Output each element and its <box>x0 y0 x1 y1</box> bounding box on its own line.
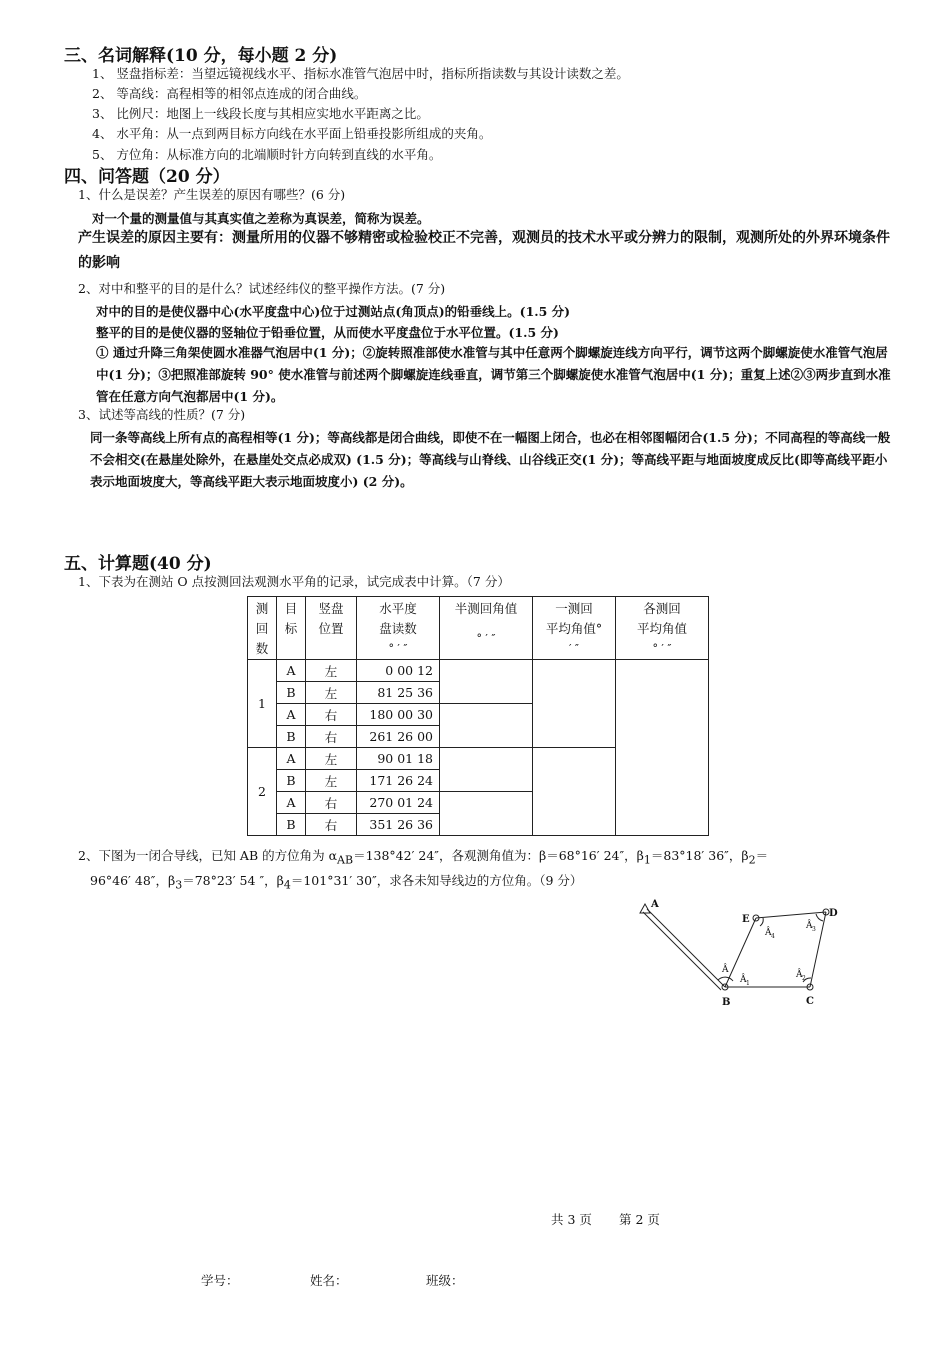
header-face <box>306 597 357 660</box>
page-number: 第 2 页 <box>619 1212 660 1227</box>
term-item-2: 2、 等高线：高程相等的相邻点连成的闭合曲线。 <box>92 86 367 101</box>
header-all-units: ° ′ ″ <box>652 642 672 655</box>
header-round-line: 回 <box>255 621 269 636</box>
header-all-line: 平均角值 <box>636 621 687 636</box>
all-rounds-cell[interactable] <box>616 660 709 836</box>
header-target-line: 目 <box>284 601 298 616</box>
half-round-cell[interactable] <box>440 660 533 704</box>
section-4-title: 四、问答题（20 分） <box>64 167 230 187</box>
section-5-title: 五、计算题(40 分) <box>64 554 212 574</box>
header-one-units: ′ ″ <box>568 642 580 655</box>
reading-cell: 90 01 18 <box>357 748 440 770</box>
q2-subscript: 2 <box>748 853 756 867</box>
face-cell: 左 <box>306 682 357 704</box>
reading-cell: 180 00 30 <box>357 704 440 726</box>
reading-cell: 0 00 12 <box>357 660 440 682</box>
half-round-cell[interactable] <box>440 792 533 836</box>
term-item-5: 5、 方位角：从标准方向的北端顺时针方向转到直线的水平角。 <box>92 147 442 162</box>
table-header-row <box>248 597 709 660</box>
angle-sub-1: 1 <box>746 980 750 987</box>
round-label: 2 <box>248 748 277 836</box>
face-cell: 左 <box>306 660 357 682</box>
header-round-line: 测 <box>255 601 269 616</box>
point-a-marker <box>640 904 650 913</box>
face-cell: 右 <box>306 792 357 814</box>
header-reading <box>357 597 440 660</box>
question-5-2-line-1 <box>78 846 768 867</box>
angle-sub-4: 4 <box>771 933 775 940</box>
header-reading-line: 水平度 <box>379 601 417 616</box>
student-name-label: 姓名： <box>310 1273 348 1288</box>
question-5-2-line-2 <box>90 871 582 892</box>
header-all-rounds <box>616 597 709 660</box>
question-4-2: 2、对中和整平的目的是什么？试述经纬仪的整平操作方法。(7 分) <box>78 281 446 296</box>
header-one-round <box>533 597 616 660</box>
traverse-line-ab <box>647 909 725 987</box>
header-face-line: 位置 <box>318 621 344 636</box>
section-3-title: 三、名词解释(10 分，每小题 2 分) <box>64 46 338 66</box>
q2-subscript: 3 <box>175 878 183 892</box>
answer-4-1-definition: 对一个量的测量值与其真实值之差称为真误差，简称为误差。 <box>92 211 430 226</box>
label-point-d: D <box>829 908 838 919</box>
face-cell: 右 <box>306 814 357 836</box>
angle-label-beta-3: Â <box>806 921 813 931</box>
header-reading-units: ° ′ ″ <box>388 642 408 655</box>
one-round-cell[interactable] <box>533 748 616 836</box>
answer-4-1-causes: 产生误差的原因主要有：测量所用的仪器不够精密或检验校正不完善，观测员的技术水平或分辨力的限制，观测所处的外界环境条件的影响 <box>78 230 890 271</box>
target-cell: A <box>277 792 306 814</box>
angle-sub-3: 3 <box>812 926 816 933</box>
half-round-cell[interactable] <box>440 748 533 792</box>
answer-4-3: 同一条等高线上所有点的高程相等(1 分)；等高线都是闭合曲线，即使不在一幅图上闭合，也必在相邻图幅闭合(1.5 分)；不同高程的等高线一般不会相交(在悬崖处除外，在悬崖处交点必成双) (1.5 分)；等高线与山脊线、山谷线正交(1 分)；等高线平距与地面坡度成反比(即等高线平距小表示地面坡度大，等高线平距大表示地面坡度小) (2 分)。 <box>90 430 891 489</box>
term-item-3: 3、 比例尺：地图上一线段长度与其相应实地水平距离之比。 <box>92 106 429 121</box>
target-cell: B <box>277 726 306 748</box>
angle-label-beta-4: Â <box>765 928 772 938</box>
face-cell: 右 <box>306 726 357 748</box>
student-id-label: 学号： <box>201 1273 239 1288</box>
reading-cell: 270 01 24 <box>357 792 440 814</box>
header-all-line: 各测回 <box>643 601 681 616</box>
traverse-line-de <box>756 912 826 918</box>
target-cell: A <box>277 660 306 682</box>
angle-arc-e <box>760 918 763 926</box>
header-round <box>248 597 277 660</box>
header-target-line: 标 <box>284 621 298 636</box>
round-label: 1 <box>248 660 277 748</box>
label-point-e: E <box>742 914 750 925</box>
angle-arc-b <box>718 977 733 981</box>
header-one-line: 平均角值° <box>545 621 603 636</box>
q2-text: ＝83°18′ 36″，β <box>650 848 749 863</box>
target-cell: B <box>277 770 306 792</box>
label-point-c: C <box>806 996 814 1007</box>
face-cell: 左 <box>306 770 357 792</box>
q2-text: ＝78°23′ 54 ″，β <box>182 873 284 888</box>
angle-label-beta-2: Â <box>796 970 803 980</box>
header-round-line: 数 <box>255 641 269 656</box>
reading-cell: 171 26 24 <box>357 770 440 792</box>
traverse-line-ab-double <box>643 912 721 990</box>
header-half-round <box>440 597 533 660</box>
table-row <box>248 660 709 682</box>
reading-cell: 261 26 00 <box>357 726 440 748</box>
observation-table <box>247 596 709 836</box>
face-cell: 左 <box>306 748 357 770</box>
angle-label-beta-1: Â <box>740 975 747 985</box>
class-label: 班级： <box>426 1273 464 1288</box>
question-4-3: 3、试述等高线的性质？(7 分) <box>78 407 246 422</box>
angle-sub-2: 2 <box>802 975 806 982</box>
target-cell: B <box>277 682 306 704</box>
angle-arc-d <box>816 914 823 921</box>
target-cell: A <box>277 704 306 726</box>
label-point-a: A <box>651 899 659 910</box>
q2-text: 96°46′ 48″，β <box>90 873 176 888</box>
header-face-line: 竖盘 <box>318 601 344 616</box>
target-cell: A <box>277 748 306 770</box>
target-cell: B <box>277 814 306 836</box>
term-item-1: 1、 竖盘指标差：当望远镜视线水平、指标水准管气泡居中时，指标所指读数与其设计读数之差。 <box>92 66 629 81</box>
angle-label-beta: Â <box>722 965 729 975</box>
q2-text: ＝138°42′ 24″，各观测角值为：β＝68°16′ 24″，β <box>353 848 644 863</box>
closed-traverse-diagram <box>630 890 850 1015</box>
q2-text: ＝101°31′ 30″，求各未知导线边的方位角。（9 分） <box>290 873 583 888</box>
label-point-b: B <box>722 997 731 1008</box>
q2-subscript: AB <box>337 853 354 867</box>
header-one-line: 一测回 <box>555 601 593 616</box>
one-round-cell[interactable] <box>533 660 616 748</box>
header-half-units: ° ′ ″ <box>476 632 496 645</box>
q2-text: 2、下图为一闭合导线，已知 AB 的方位角为 α <box>78 848 338 863</box>
answer-4-2-centering: 对中的目的是使仪器中心(水平度盘中心)位于过测站点(角顶点)的铅垂线上。(1.5 分) <box>96 304 571 319</box>
q2-text: ＝ <box>755 848 769 863</box>
header-target <box>277 597 306 660</box>
q2-subscript: 4 <box>283 878 291 892</box>
face-cell: 右 <box>306 704 357 726</box>
reading-cell: 351 26 36 <box>357 814 440 836</box>
header-half-line: 半测回角值 <box>454 601 518 616</box>
answer-4-2-leveling: 整平的目的是使仪器的竖轴位于铅垂位置，从而使水平度盘位于水平位置。(1.5 分) <box>96 325 559 340</box>
half-round-cell[interactable] <box>440 704 533 748</box>
q2-subscript: 1 <box>643 853 651 867</box>
page-count: 共 3 页 <box>551 1212 592 1227</box>
term-item-4: 4、 水平角：从一点到两目标方向线在水平面上铅垂投影所组成的夹角。 <box>92 126 492 141</box>
header-reading-line: 盘读数 <box>379 621 417 636</box>
answer-4-2-procedure: ① 通过升降三角架使圆水准器气泡居中(1 分)；②旋转照准部使水准管与其中任意两个脚螺旋连线方向平行，调节这两个脚螺旋使水准管气泡居中(1 分)；③把照准部旋转 90° 使水准管与前述两个脚螺旋连线垂直，调节第三个脚螺旋使水准管气泡居中(1 分)；重复上述②③两步直到水准管在任意方向气泡都居中(1 分)。 <box>96 345 891 404</box>
question-5-1: 1、下表为在测站 O 点按测回法观测水平角的记录，试完成表中计算。（7 分） <box>78 574 510 589</box>
reading-cell: 81 25 36 <box>357 682 440 704</box>
question-4-1: 1、什么是误差？产生误差的原因有哪些？(6 分) <box>78 187 346 202</box>
